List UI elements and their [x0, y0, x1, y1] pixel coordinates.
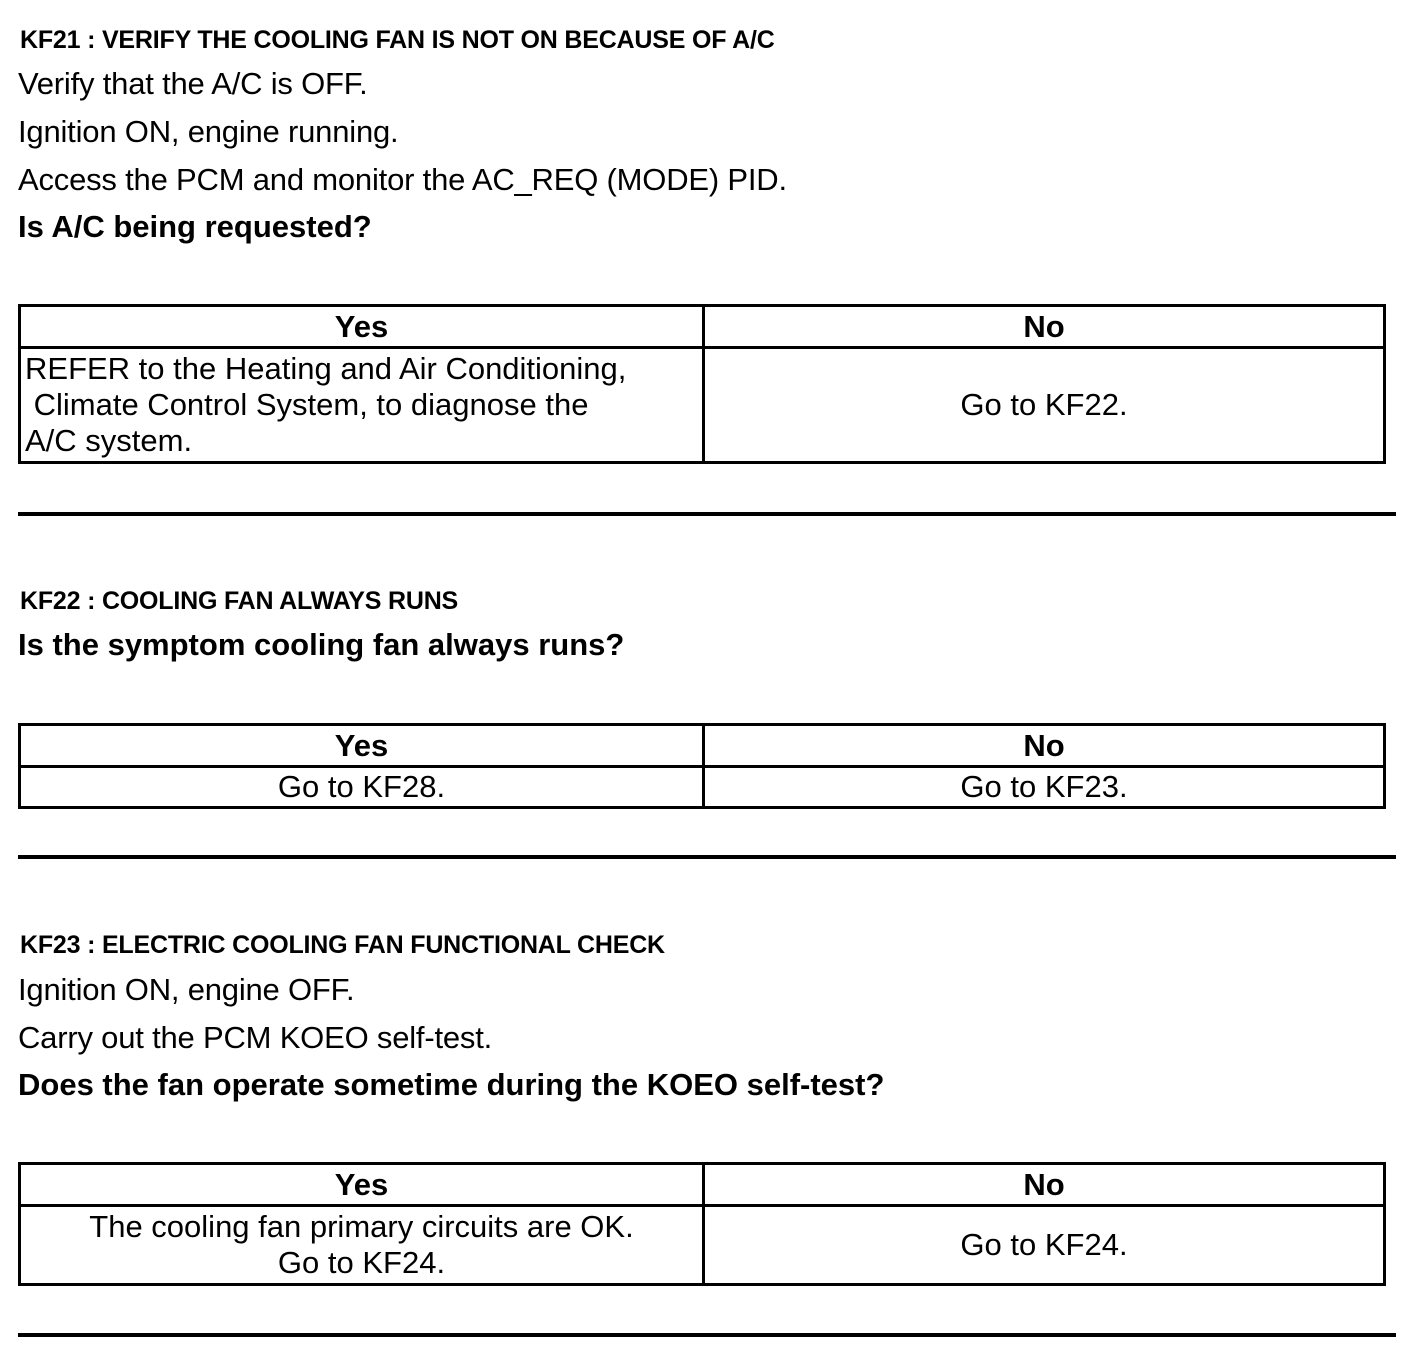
yes-cell-line: A/C system.: [25, 423, 193, 458]
section-divider: [18, 855, 1396, 859]
step-heading: KF22 : COOLING FAN ALWAYS RUNS: [20, 587, 459, 615]
instruction-line: Ignition ON, engine running.: [18, 114, 399, 149]
yes-no-table: [18, 304, 1386, 464]
instruction-line: Access the PCM and monitor the AC_REQ (MODE) PID.: [18, 162, 787, 197]
yes-header: Yes: [20, 306, 704, 348]
section-divider: [18, 1333, 1396, 1337]
section-divider: [18, 512, 1396, 516]
yes-cell-line: REFER to the Heating and Air Conditioning,: [25, 351, 627, 386]
yes-header: Yes: [20, 1164, 704, 1206]
no-cell: Go to KF23.: [704, 767, 1385, 808]
instruction-line: Carry out the PCM KOEO self-test.: [18, 1020, 493, 1055]
no-cell: Go to KF22.: [704, 348, 1385, 463]
no-cell: Go to KF24.: [704, 1206, 1385, 1285]
step-heading: KF23 : ELECTRIC COOLING FAN FUNCTIONAL CHECK: [20, 931, 665, 959]
step-question: Does the fan operate sometime during the KOEO self-test?: [18, 1067, 885, 1102]
yes-cell-line: Climate Control System, to diagnose the: [25, 387, 589, 422]
yes-cell-line: The cooling fan primary circuits are OK.: [89, 1209, 634, 1244]
instruction-line: Verify that the A/C is OFF.: [18, 66, 368, 101]
no-header: No: [704, 1164, 1385, 1206]
no-header: No: [704, 306, 1385, 348]
instruction-line: Ignition ON, engine OFF.: [18, 972, 355, 1007]
yes-cell: [20, 348, 704, 463]
no-header: No: [704, 725, 1385, 767]
yes-no-table: [18, 723, 1386, 809]
yes-cell: Go to KF28.: [20, 767, 704, 808]
step-heading: KF21 : VERIFY THE COOLING FAN IS NOT ON BECAUSE OF A/C: [20, 26, 775, 54]
yes-no-table: [18, 1162, 1386, 1286]
yes-header: Yes: [20, 725, 704, 767]
yes-cell-line: Go to KF24.: [277, 1245, 446, 1280]
step-question: Is A/C being requested?: [18, 209, 372, 244]
step-question: Is the symptom cooling fan always runs?: [18, 627, 625, 662]
yes-cell: [20, 1206, 704, 1285]
